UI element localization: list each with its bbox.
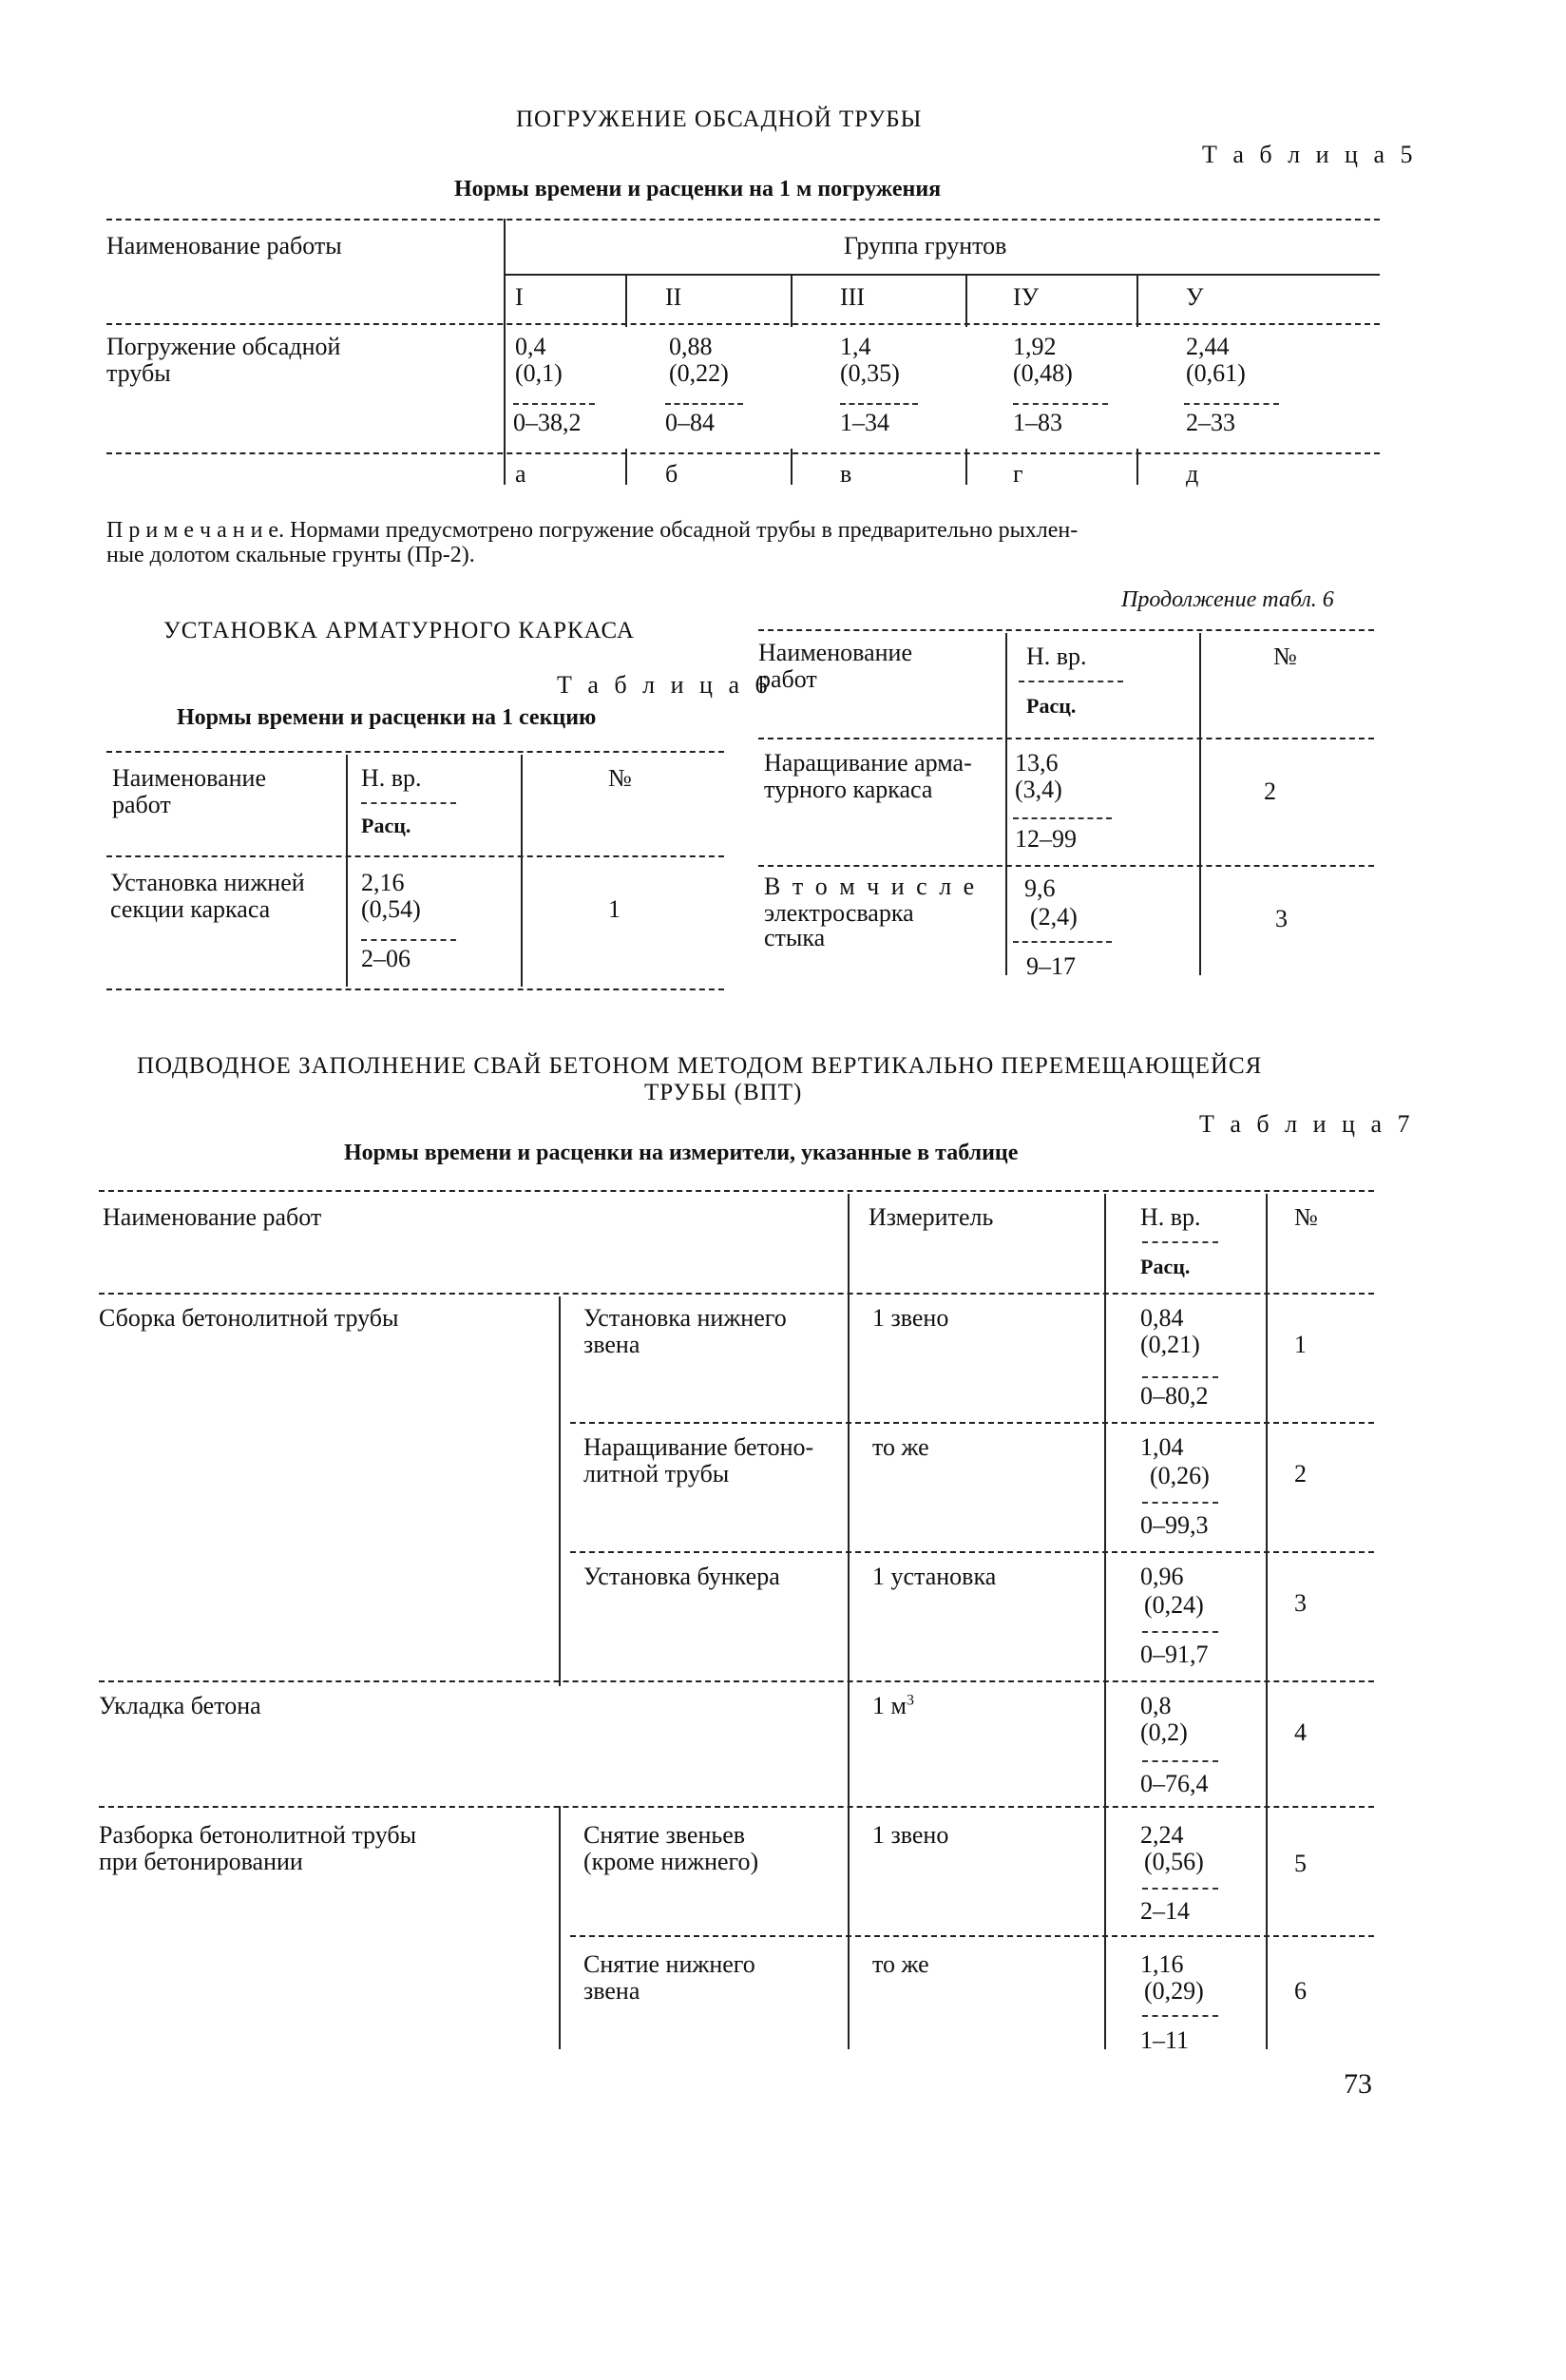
table6-subtitle: Нормы времени и расценки на 1 секцию xyxy=(177,705,597,730)
t6c-row3-razr: (2,4) xyxy=(1030,903,1078,931)
t6c-row3-name-line1: В т о м ч и с л е xyxy=(764,873,978,900)
t5-razr-1: (0,1) xyxy=(515,359,563,387)
t7-row3-meter: 1 установка xyxy=(872,1563,997,1590)
t7-row1-razr: (0,21) xyxy=(1140,1331,1200,1358)
t6-col-rasc: Расц. xyxy=(361,814,411,837)
t7-row2-rasc: 0–99,3 xyxy=(1140,1511,1209,1539)
t5-note-line2: ные долотом скальные грунты (Пр-2). xyxy=(106,543,475,567)
t5-group-5: У xyxy=(1186,283,1204,311)
t5-rasc-3: 1–34 xyxy=(840,409,889,436)
t6-row1-razr: (0,54) xyxy=(361,895,421,923)
t7-row2-sub-line2: литной трубы xyxy=(583,1460,730,1488)
t5-group-2: II xyxy=(665,283,682,311)
t5-letter-v: в xyxy=(840,460,852,488)
section3-title-line1: ПОДВОДНОЕ ЗАПОЛНЕНИЕ СВАЙ БЕТОНОМ МЕТОДОМ ВЕРТИКАЛЬНО ПЕРЕМЕЩАЮЩЕЙСЯ xyxy=(137,1053,1263,1079)
t7-row1-rasc: 0–80,2 xyxy=(1140,1382,1209,1410)
table7-subtitle: Нормы времени и расценки на измерители, указанные в таблице xyxy=(344,1141,1019,1165)
t5-hvr-1: 0,4 xyxy=(515,333,546,360)
t6-row1-no: 1 xyxy=(608,895,621,923)
t5-rasc-1: 0–38,2 xyxy=(513,409,582,436)
t7-col-hvr: Н. вр. xyxy=(1140,1203,1201,1231)
t6c-row3-name-line3: стыка xyxy=(764,924,826,951)
t7-group3-name-line1: Разборка бетонолитной трубы xyxy=(99,1821,417,1849)
t6c-col-no: № xyxy=(1273,643,1297,670)
t5-razr-2: (0,22) xyxy=(669,359,729,387)
t5-rasc-2: 0–84 xyxy=(665,409,715,436)
t5-razr-4: (0,48) xyxy=(1013,359,1073,387)
t7-row6-meter: то же xyxy=(872,1950,929,1978)
t7-row2-sub-line1: Наращивание бетоно- xyxy=(583,1433,814,1461)
t6-col-name-line1: Наименование xyxy=(112,764,266,792)
t7-row4-meter: 1 $м^3$ xyxy=(872,1692,914,1719)
t6c-row2-name-line2: турного каркаса xyxy=(764,776,933,803)
section3-title-line2: ТРУБЫ (ВПТ) xyxy=(644,1080,803,1105)
t6-col-hvr: Н. вр. xyxy=(361,764,422,792)
t7-row3-razr: (0,24) xyxy=(1144,1591,1204,1619)
t5-razr-5: (0,61) xyxy=(1186,359,1246,387)
t5-hvr-5: 2,44 xyxy=(1186,333,1230,360)
t7-group3-name-line2: при бетонировании xyxy=(99,1848,303,1875)
t5-col-name-header: Наименование работы xyxy=(106,232,342,259)
t6c-col-rasc: Расц. xyxy=(1026,694,1077,718)
t6c-row3-hvr: 9,6 xyxy=(1024,874,1056,902)
t7-row2-razr: (0,26) xyxy=(1150,1462,1210,1489)
t7-row4-hvr: 0,8 xyxy=(1140,1692,1172,1719)
t7-row4-razr: (0,2) xyxy=(1140,1718,1188,1746)
t7-row5-sub-line2: (кроме нижнего) xyxy=(583,1848,759,1875)
t5-rasc-4: 1–83 xyxy=(1013,409,1062,436)
t7-row3-no: 3 xyxy=(1294,1589,1307,1617)
t5-group-1: I xyxy=(515,283,524,311)
table6-continuation-label: Продолжение табл. 6 xyxy=(1121,587,1334,612)
t7-col-meter: Измеритель xyxy=(869,1203,994,1231)
t5-letter-a: а xyxy=(515,460,526,488)
t7-row4-no: 4 xyxy=(1294,1718,1307,1746)
t6-col-no: № xyxy=(608,764,632,792)
t5-group-4: IУ xyxy=(1013,283,1040,311)
t6c-col-hvr: Н. вр. xyxy=(1026,643,1087,670)
t7-row4-rasc: 0–76,4 xyxy=(1140,1770,1209,1797)
t5-row-name-line2: трубы xyxy=(106,359,171,387)
t6c-col-name-line2: работ xyxy=(758,665,817,693)
t6-row1-rasc: 2–06 xyxy=(361,945,411,972)
t7-row5-razr: (0,56) xyxy=(1144,1848,1204,1875)
t6c-row2-rasc: 12–99 xyxy=(1015,825,1077,853)
t6c-row2-hvr: 13,6 xyxy=(1015,749,1059,777)
t7-row5-sub-line1: Снятие звеньев xyxy=(583,1821,746,1849)
page-number: 73 xyxy=(1344,2068,1372,2100)
t7-row1-sub-line2: звена xyxy=(583,1331,640,1358)
t7-row2-no: 2 xyxy=(1294,1460,1307,1488)
t7-row6-no: 6 xyxy=(1294,1977,1307,2005)
t7-row5-no: 5 xyxy=(1294,1850,1307,1877)
t6c-col-name-line1: Наименование xyxy=(758,639,912,666)
table6-label: Т а б л и ц а 6 xyxy=(557,671,773,699)
t5-hvr-3: 1,4 xyxy=(840,333,871,360)
t5-group-header: Группа грунтов xyxy=(844,232,1007,259)
section1-title: ПОГРУЖЕНИЕ ОБСАДНОЙ ТРУБЫ xyxy=(516,106,923,132)
section2-title: УСТАНОВКА АРМАТУРНОГО КАРКАСА xyxy=(163,618,635,643)
t6c-row3-name-line2: электросварка xyxy=(764,899,914,927)
t7-row3-rasc: 0–91,7 xyxy=(1140,1641,1209,1668)
t7-row6-razr: (0,29) xyxy=(1144,1977,1204,2005)
t7-row3-sub-line1: Установка бункера xyxy=(583,1563,780,1590)
t6c-row2-no: 2 xyxy=(1264,777,1276,805)
t5-razr-3: (0,35) xyxy=(840,359,900,387)
t7-row1-no: 1 xyxy=(1294,1331,1307,1358)
t6-row1-name-line1: Установка нижней xyxy=(110,869,305,896)
t5-rasc-5: 2–33 xyxy=(1186,409,1235,436)
t7-col-no: № xyxy=(1294,1203,1318,1231)
t5-hvr-4: 1,92 xyxy=(1013,333,1057,360)
t7-row5-rasc: 2–14 xyxy=(1140,1897,1190,1925)
t7-row2-hvr: 1,04 xyxy=(1140,1433,1184,1461)
t6c-row3-no: 3 xyxy=(1275,905,1288,932)
t5-note-line1: П р и м е ч а н и е. Нормами предусмотрено погружение обсадной трубы в предварительно рыхлен- xyxy=(106,518,1079,543)
t7-group1-name: Сборка бетонолитной трубы xyxy=(99,1304,399,1332)
table5-label: Т а б л и ц а 5 xyxy=(1202,141,1418,168)
t5-letter-g: г xyxy=(1013,460,1023,488)
t7-row6-sub-line2: звена xyxy=(583,1977,640,2005)
t7-row1-sub-line1: Установка нижнего xyxy=(583,1304,787,1332)
t5-letter-d: д xyxy=(1186,460,1199,488)
t6-row1-name-line2: секции каркаса xyxy=(110,895,271,923)
t6-row1-hvr: 2,16 xyxy=(361,869,405,896)
t5-row-name-line1: Погружение обсадной xyxy=(106,333,341,360)
table7-label: Т а б л и ц а 7 xyxy=(1199,1110,1415,1138)
t7-row6-rasc: 1–11 xyxy=(1140,2026,1190,2054)
t5-letter-b: б xyxy=(665,460,678,488)
t5-hvr-2: 0,88 xyxy=(669,333,713,360)
t6c-row2-razr: (3,4) xyxy=(1015,776,1062,803)
t7-row3-hvr: 0,96 xyxy=(1140,1563,1184,1590)
t7-group2-name: Укладка бетона xyxy=(99,1692,261,1719)
t7-col-name: Наименование работ xyxy=(103,1203,322,1231)
t7-row5-hvr: 2,24 xyxy=(1140,1821,1184,1849)
t6c-row3-rasc: 9–17 xyxy=(1026,952,1076,980)
t6-col-name-line2: работ xyxy=(112,791,171,818)
t7-row1-meter: 1 звено xyxy=(872,1304,949,1332)
t7-row2-meter: то же xyxy=(872,1433,929,1461)
t7-row5-meter: 1 звено xyxy=(872,1821,949,1849)
t7-row6-hvr: 1,16 xyxy=(1140,1950,1184,1978)
t6c-row2-name-line1: Наращивание арма- xyxy=(764,749,972,777)
t5-group-3: III xyxy=(840,283,865,311)
t7-row1-hvr: 0,84 xyxy=(1140,1304,1184,1332)
t7-row6-sub-line1: Снятие нижнего xyxy=(583,1950,755,1978)
t7-col-rasc: Расц. xyxy=(1140,1255,1191,1278)
table5-subtitle: Нормы времени и расценки на 1 м погружения xyxy=(454,177,942,202)
